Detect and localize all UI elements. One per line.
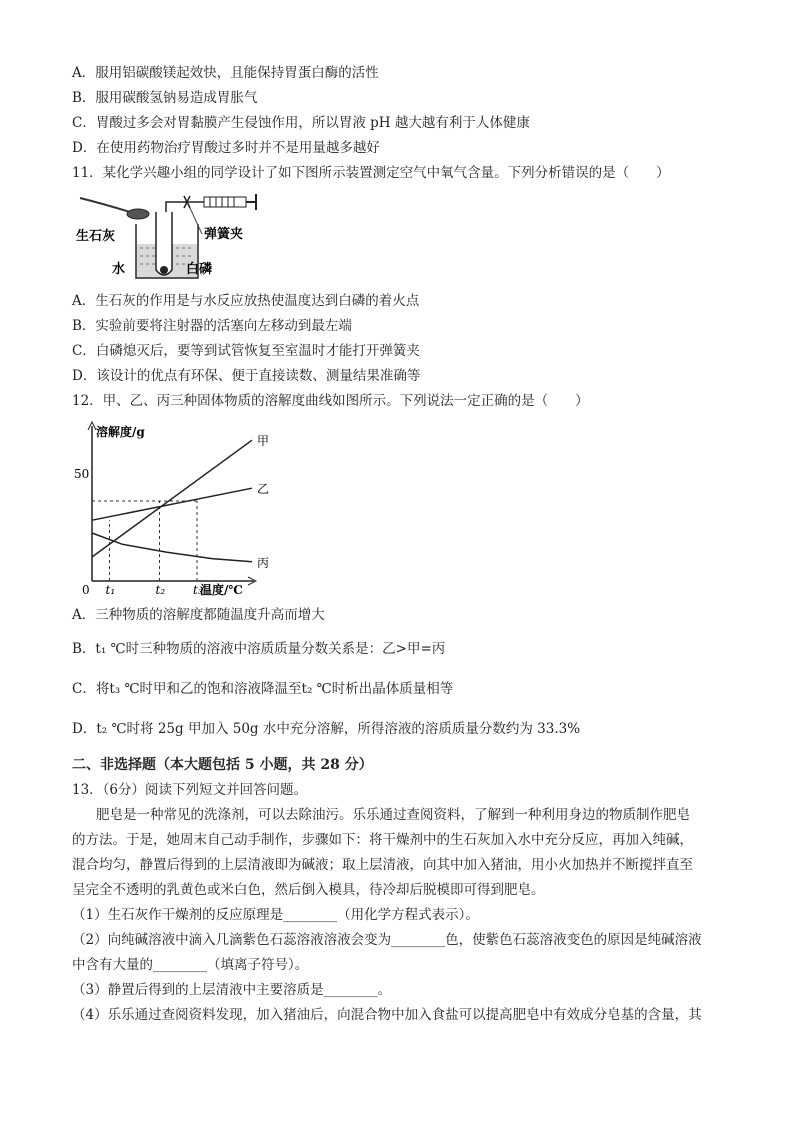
- label-water: 水: [112, 262, 126, 277]
- q13-stem: 13．（6分）阅读下列短文并回答问题。: [72, 782, 308, 798]
- q13-passage-line: 呈完全不透明的乳黄色或米白色，然后倒入模具，待冷却后脱模即可得到肥皂。: [72, 882, 545, 898]
- q13-question-3: （3）静置后得到的上层清液中主要溶质是________。: [72, 982, 392, 998]
- guide-lines: [92, 501, 197, 581]
- series-label-1: 甲: [257, 434, 270, 449]
- series-line-2: [92, 488, 252, 520]
- q13-passage-line: 混合均匀，静置后得到的上层清液即为碱液；取上层清液，向其中加入猪油，用小火加热并不断搅拌直至: [72, 857, 693, 873]
- x-tick-label: t₃: [193, 583, 203, 597]
- label-phosphorus: 白磷: [186, 262, 213, 277]
- x-tick-labels: [106, 583, 203, 597]
- solubility-chart: [72, 416, 270, 598]
- q11-apparatus-figure: [74, 188, 274, 284]
- label-clip: 弹簧夹: [204, 227, 244, 242]
- q10-option-c: C．胃酸过多会对胃黏膜产生侵蚀作用，所以胃液 pH 越大越有利于人体健康: [72, 115, 530, 131]
- q11-stem: 11．某化学兴趣小组的同学设计了如下图所示装置测定空气中氧气含量。下列分析错误的是（ ）: [72, 165, 670, 181]
- section-heading: 二、非选择题（本大题包括 5 小题，共 28 分）: [72, 757, 373, 773]
- q12-option-a: A．三种物质的溶解度都随温度升高而增大: [72, 607, 325, 623]
- q11-option-c: C．白磷熄灭后，要等到试管恢复至室温时才能打开弹簧夹: [72, 343, 420, 359]
- series-label-3: 丙: [257, 555, 270, 570]
- x-tick-label: t₂: [155, 583, 166, 597]
- series-lines: [92, 434, 269, 570]
- q12-option-b: B．t₁ ℃时三种物质的溶液中溶质质量分数关系是：乙>甲=丙: [72, 641, 446, 657]
- series-label-2: 乙: [257, 482, 270, 497]
- q12-option-d: D．t₂ ℃时将 25g 甲加入 50g 水中充分溶解，所得溶液的溶质质量分数约为 33.3%: [72, 721, 581, 737]
- series-line-3: [92, 533, 252, 562]
- q13-passage-line: 的方法。于是，她周末自己动手制作，步骤如下：将干燥剂中的生石灰加入水中充分反应，再加入纯碱，: [72, 832, 693, 848]
- q11-option-d: D．该设计的优点有环保、便于直接读数、测量结果准确等: [72, 368, 421, 384]
- origin-label: 0: [82, 583, 90, 597]
- q13-passage-line: 肥皂是一种常见的洗涤剂，可以去除油污。乐乐通过查阅资料，了解到一种利用身边的物质制作肥皂: [96, 807, 690, 823]
- x-axis-label: 温度/℃: [200, 583, 243, 597]
- x-tick-label: t₁: [105, 583, 116, 597]
- q12-stem: 12．甲、乙、丙三种固体物质的溶解度曲线如图所示。下列说法一定正确的是（ ）: [72, 393, 589, 409]
- y-tick-label: 50: [74, 467, 90, 481]
- y-axis-label: 溶解度/g: [96, 425, 145, 439]
- q12-option-c: C．将t₃ ℃时甲和乙的饱和溶液降温至t₂ ℃时析出晶体质量相等: [72, 681, 454, 697]
- q13-question-1: （1）生石灰作干燥剂的反应原理是________（用化学方程式表示）。: [72, 907, 479, 923]
- q13-question-2: （2）向纯碱溶液中滴入几滴紫色石蕊溶液溶液会变为________色，使紫色石蕊溶液变色的原因是纯碱溶液: [72, 932, 702, 948]
- q13-question-2-cont: 中含有大量的________（填离子符号）。: [72, 957, 309, 973]
- label-quicklime: 生石灰: [76, 229, 116, 244]
- q11-option-b: B．实验前要将注射器的活塞向左移动到最左端: [72, 318, 352, 334]
- q10-option-a: A．服用铝碳酸镁起效快，且能保持胃蛋白酶的活性: [72, 65, 379, 81]
- q10-option-d: D．在使用药物治疗胃酸过多时并不是用量越多越好: [72, 140, 380, 156]
- q11-option-a: A．生石灰的作用是与水反应放热使温度达到白磷的着火点: [72, 293, 420, 309]
- q10-option-b: B．服用碳酸氢钠易造成胃胀气: [72, 90, 258, 106]
- q13-question-4: （4）乐乐通过查阅资料发现，加入猪油后，向混合物中加入食盐可以提高肥皂中有效成分皂基的含量，其: [72, 1007, 702, 1023]
- series-line-1: [92, 440, 252, 557]
